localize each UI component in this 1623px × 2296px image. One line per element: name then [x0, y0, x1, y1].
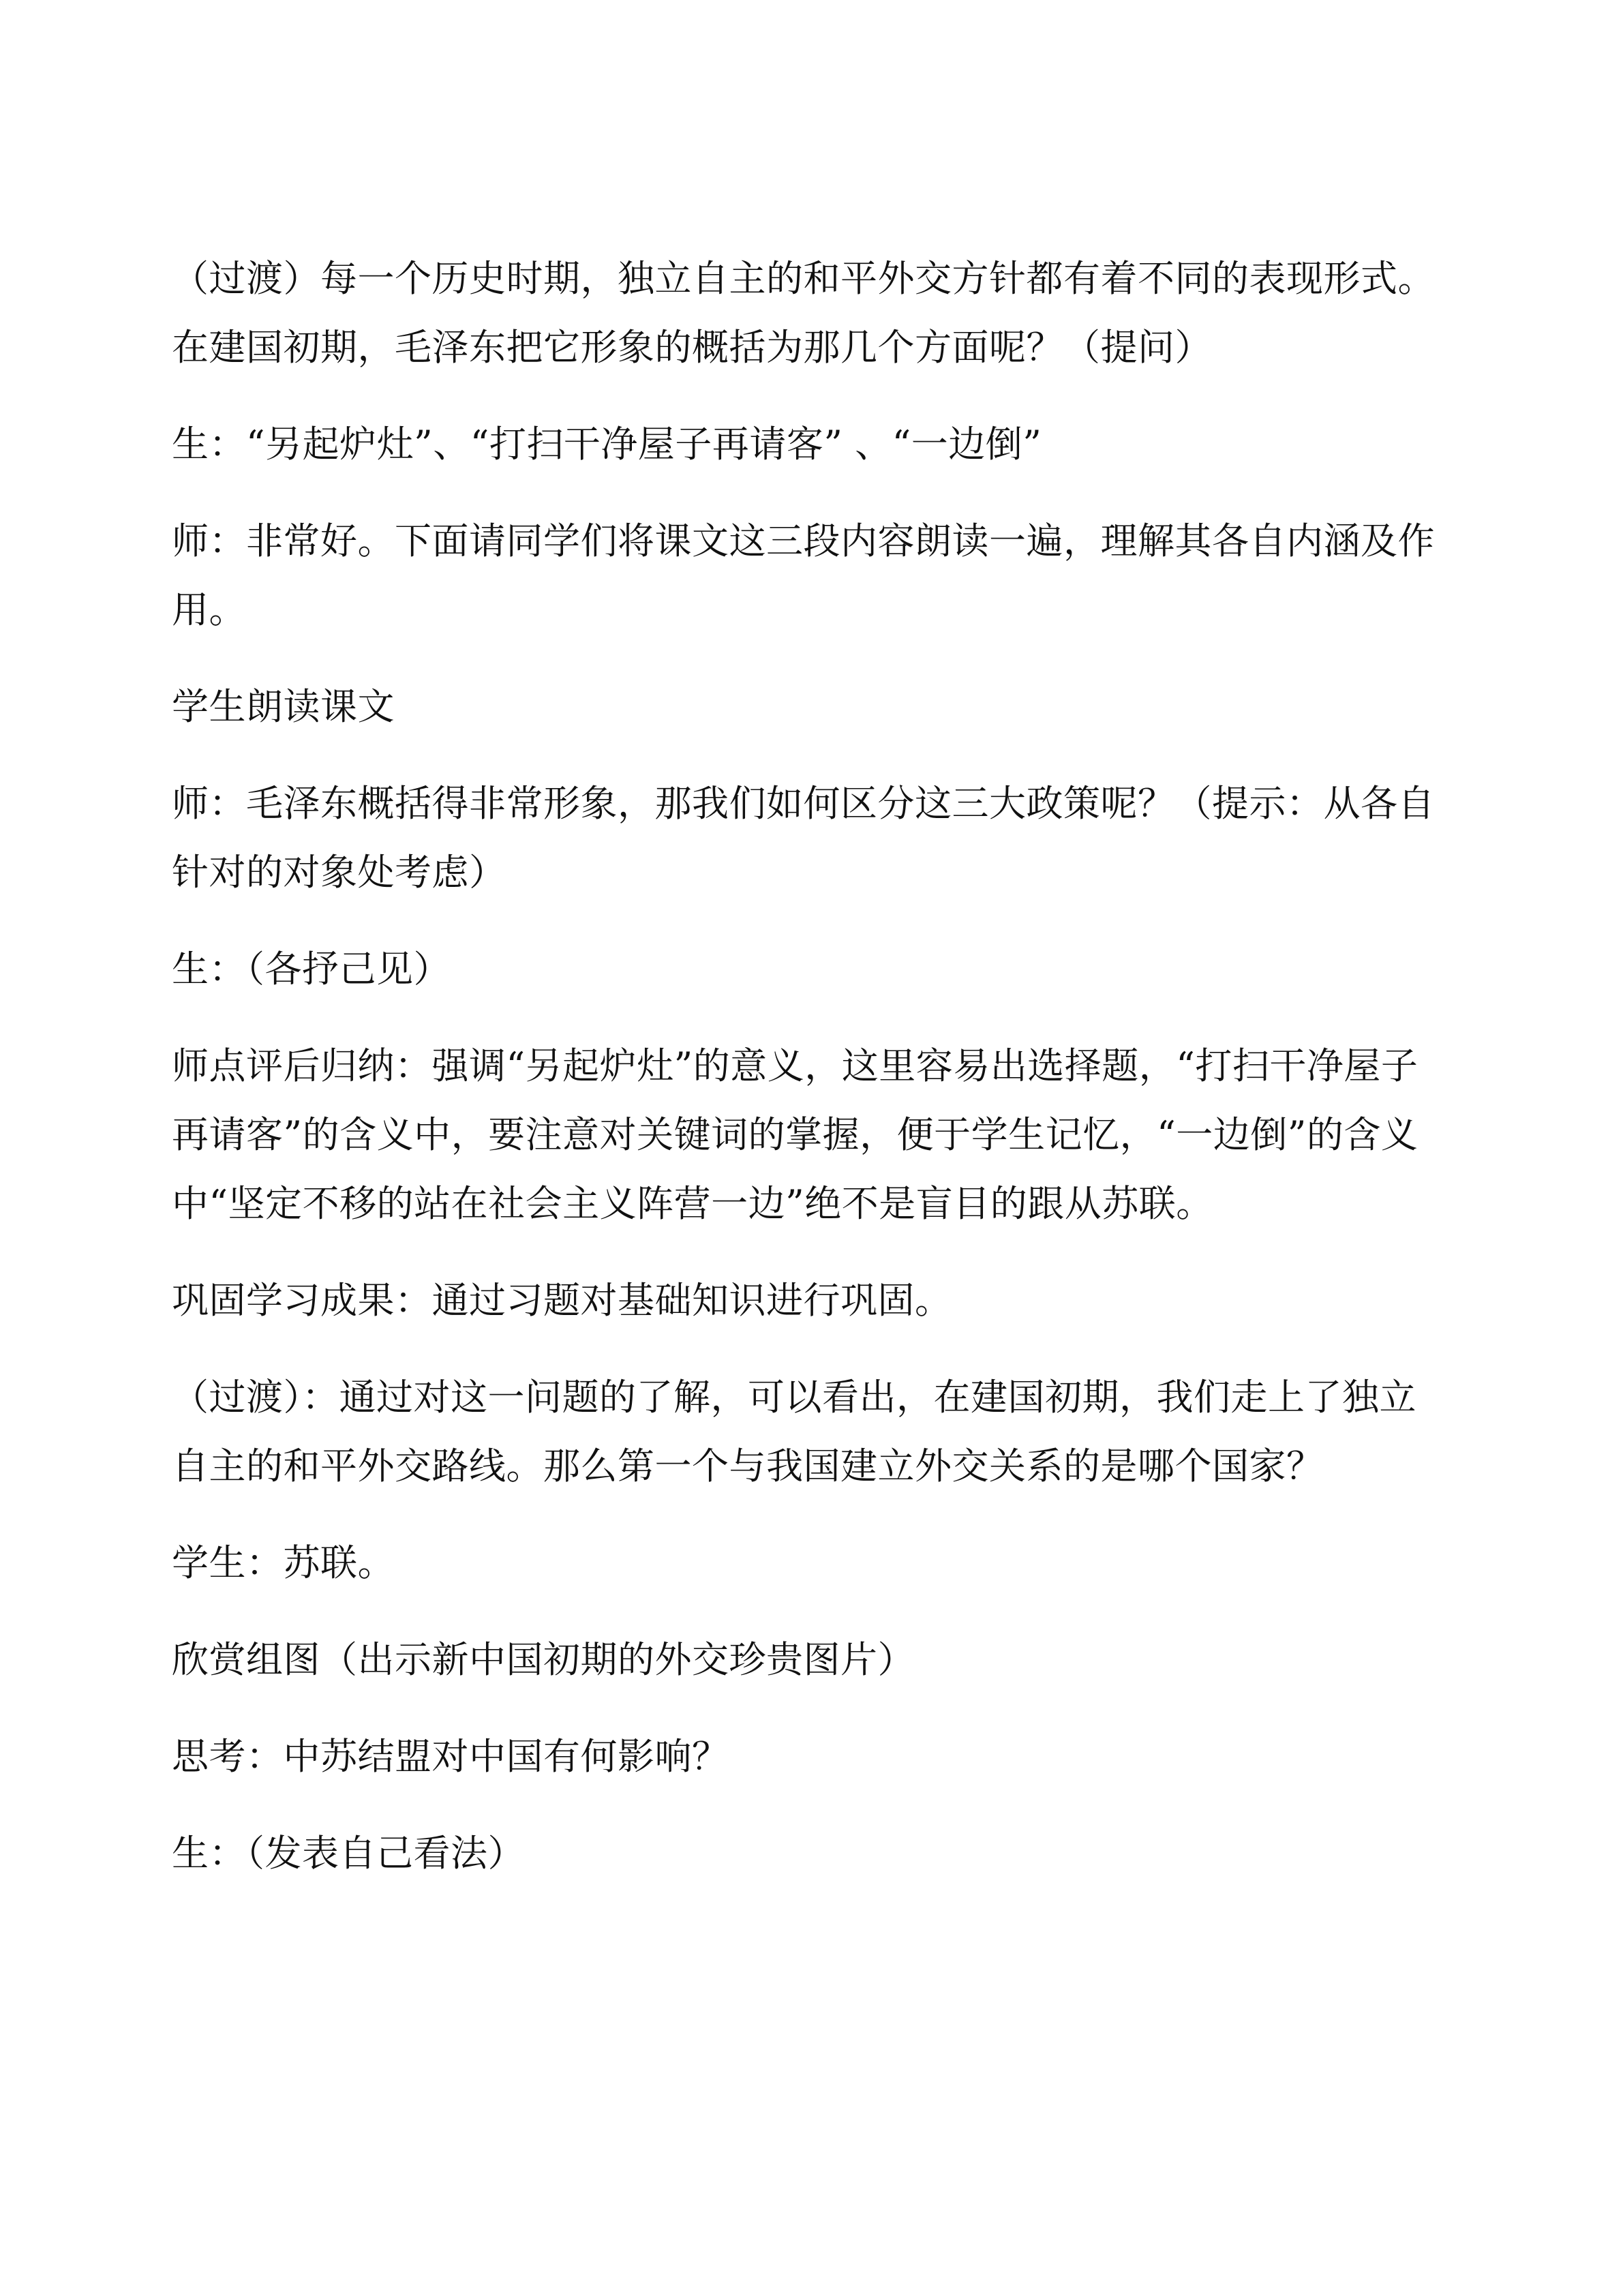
- paragraph-student-opinions: 生：（各抒己见）: [172, 948, 451, 991]
- paragraph-thinking-question: 思考：中苏结盟对中国有何影响？: [172, 1735, 729, 1778]
- paragraph-transition-diplomacy: （过渡）：通过对这一问题的了解，可以看出，在建国初期，我们走上了独立自主的和平外交路线。那么第一个与我国建立外交关系的是哪个国家？: [172, 1376, 1416, 1487]
- paragraph-consolidation: 巩固学习成果：通过习题对基础知识进行巩固。: [172, 1279, 952, 1322]
- paragraph-student-answer-policies: 生：“另起炉灶”、“打扫干净屋子再请客” 、“一边倒”: [172, 423, 1042, 466]
- paragraph-teacher-summary: 师点评后归纳：强调“另起炉灶”的意义，这里容易出选择题，“打扫干净屋子再请客”的含义中，要注意对关键词的掌握，便于学生记忆，“一边倒”的含义中“坚定不移的站在社会主义阵营一边”绝不是盲目的跟从苏联。: [172, 1044, 1419, 1225]
- document-body: [172, 244, 1440, 1888]
- paragraph-student-soviet-union: 学生：苏联。: [172, 1541, 395, 1584]
- paragraph-transition-question: （过渡）每一个历史时期，独立自主的和平外交方针都有着不同的表现形式。在建国初期，毛泽东把它形象的概括为那几个方面呢？（提问）: [172, 257, 1435, 369]
- paragraph-student-views: 生：（发表自己看法）: [172, 1832, 525, 1875]
- paragraph-teacher-distinguish-question: 师：毛泽东概括得非常形象，那我们如何区分这三大政策呢？（提示：从各自针对的对象处考虑）: [172, 782, 1435, 894]
- paragraph-teacher-read-instruction: 师：非常好。下面请同学们将课文这三段内容朗读一遍，理解其各自内涵及作用。: [172, 519, 1435, 631]
- paragraph-student-reading: 学生朗读课文: [172, 685, 395, 728]
- paragraph-image-appreciation: 欣赏组图（出示新中国初期的外交珍贵图片）: [172, 1638, 915, 1681]
